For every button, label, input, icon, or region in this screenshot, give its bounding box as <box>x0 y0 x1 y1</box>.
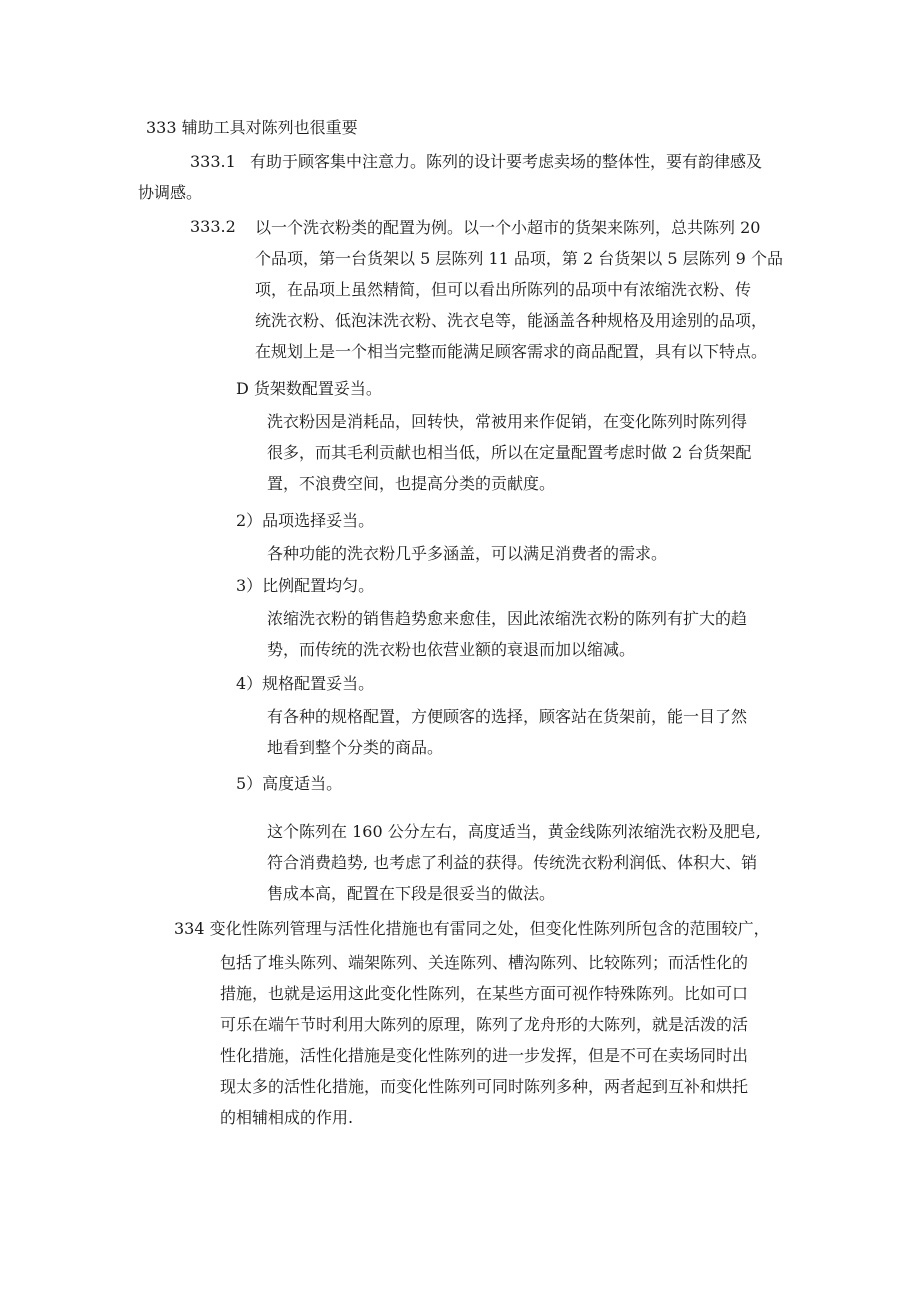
paragraph-line: 有各种的规格配置，方便顾客的选择，顾客站在货架前，能一目了然 <box>267 707 748 726</box>
paragraph-line: 洗衣粉因是消耗品，回转快，常被用来作促销，在变化陈列时陈列得 <box>267 412 748 431</box>
section-3332-number: 333.2 <box>190 217 236 236</box>
paragraph-line: 项，在品项上虽然精简，但可以看出所陈列的品项中有浓缩洗衣粉、传 <box>255 280 752 299</box>
item-4-heading: 4）规格配置妥当。 <box>236 674 375 693</box>
section-3331-number: 333.1 <box>190 152 236 171</box>
paragraph-line: 措施，也就是运用这此变化性陈列，在某些方面可视作特殊陈列。比如可口 <box>220 984 749 1003</box>
paragraph-line: 浓缩洗衣粉的销售趋势愈来愈佳，因此浓缩洗衣粉的陈列有扩大的趋 <box>267 609 748 628</box>
section-333-heading: 333 辅助工具对陈列也很重要 <box>146 118 358 137</box>
section-3331-text-line1: 有助于顾客集中注意力。陈列的设计要考虑卖场的整体性，要有韵律感及 <box>250 152 763 171</box>
item-1-heading: D 货架数配置妥当。 <box>236 379 382 398</box>
paragraph-line: 很多，而其毛利贡献也相当低，所以在定量配置考虑时做 2 台货架配 <box>267 443 752 462</box>
paragraph-line: 可乐在端午节时利用大陈列的原理，陈列了龙舟形的大陈列，就是活泼的活 <box>220 1015 749 1034</box>
paragraph-line: 包括了堆头陈列、端架陈列、关连陈列、槽沟陈列、比较陈列；而活性化的 <box>220 953 749 972</box>
paragraph-line: 势，而传统的洗衣粉也依营业额的衰退而加以缩减。 <box>267 640 636 659</box>
item-3-paragraph <box>267 603 747 665</box>
item-2-heading: 2）品项选择妥当。 <box>236 511 375 530</box>
paragraph-line: 在规划上是一个相当完整而能满足顾客需求的商品配置，具有以下特点。 <box>255 342 768 361</box>
paragraph-line: 以一个洗衣粉类的配置为例。以一个小超市的货架来陈列，总共陈列 20 <box>255 218 761 237</box>
paragraph-line: 置，不浪费空间，也提高分类的贡献度。 <box>267 474 556 493</box>
section-334-paragraph <box>220 947 748 1133</box>
item-5-paragraph <box>267 816 761 909</box>
item-2-paragraph <box>267 538 667 569</box>
paragraph-line: 地看到整个分类的商品。 <box>267 738 444 757</box>
paragraph-line: 统洗衣粉、低泡沫洗衣粉、洗衣皂等，能涵盖各种规格及用途别的品项， <box>255 311 768 330</box>
paragraph-line: 的相辅相成的作用. <box>220 1108 354 1127</box>
item-1-paragraph <box>267 406 751 499</box>
item-5-heading: 5）高度适当。 <box>236 774 343 793</box>
paragraph-line: 个品项，第一台货架以 5 层陈列 11 品项，第 2 台货架以 5 层陈列 9 个品 <box>255 249 783 268</box>
paragraph-line: 现太多的活性化措施，而变化性陈列可同时陈列多种，两者起到互补和烘托 <box>220 1077 749 1096</box>
section-334-line1: 334 变化性陈列管理与活性化措施也有雷同之处，但变化性陈列所包含的范围较广， <box>174 919 770 938</box>
section-3331-text-line2: 协调感。 <box>138 183 203 202</box>
paragraph-line: 各种功能的洗衣粉几乎多涵盖，可以满足消费者的需求。 <box>267 544 668 563</box>
paragraph-line: 性化措施，活性化措施是变化性陈列的进一步发挥，但是不可在卖场同时出 <box>220 1046 749 1065</box>
paragraph-line: 这个陈列在 160 公分左右，高度适当，黄金线陈列浓缩洗衣粉及肥皂, <box>267 822 761 841</box>
paragraph-line: 售成本高，配置在下段是很妥当的做法。 <box>267 884 556 903</box>
item-3-heading: 3）比例配置均匀。 <box>236 576 375 595</box>
section-3332-paragraph <box>255 212 783 367</box>
paragraph-line: 符合消费趋势, 也考虑了利益的获得。传统洗衣粉利润低、体积大、销 <box>267 853 758 872</box>
item-4-paragraph <box>267 701 747 763</box>
